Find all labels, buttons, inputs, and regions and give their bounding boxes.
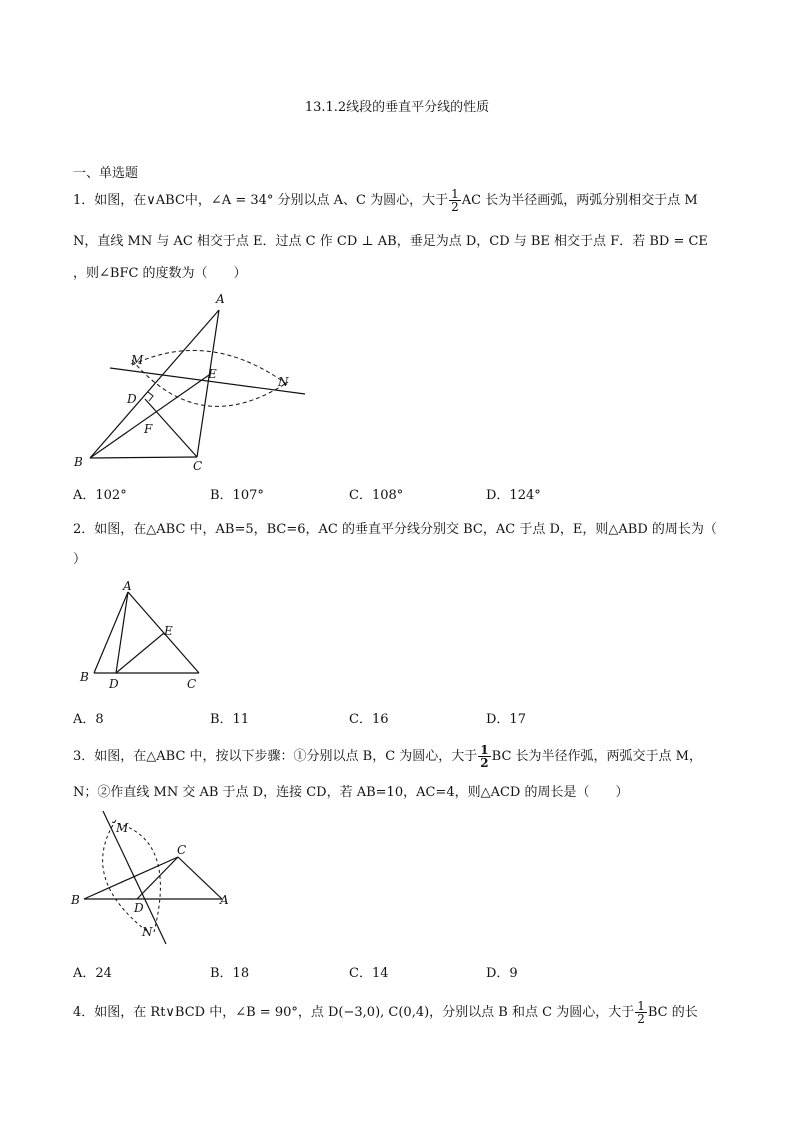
q3-arc-left <box>103 820 148 932</box>
q3-label-a: A <box>220 893 229 907</box>
q1-label-e: E <box>208 367 217 381</box>
q3-figure <box>68 808 243 948</box>
q3-option-b[interactable]: B．18 <box>210 966 250 981</box>
q2-options <box>73 708 633 726</box>
q2-label-a: A <box>123 579 132 593</box>
section-heading: 一、单选题 <box>73 166 139 181</box>
q1-label-n: N <box>278 375 289 389</box>
q3-line-2: N；②作直线 MN 交 AB 于点 D，连接 CD，若 AB=10，AC=4，则△ACD 的周长是（ ） <box>73 785 629 800</box>
q3-option-a[interactable]: A．24 <box>73 966 112 981</box>
q1-label-d: D <box>127 392 137 406</box>
q3-seg-bc <box>84 857 178 899</box>
q2-label-b: B <box>80 670 89 684</box>
q1-frac-num: 1 <box>451 187 459 201</box>
q2-label-c: C <box>187 677 197 690</box>
q2-option-d[interactable]: D．17 <box>486 712 526 727</box>
q1-option-d[interactable]: D．124° <box>486 488 541 503</box>
q4-frac-num: 1 <box>637 999 645 1013</box>
q3-label-m: M <box>116 821 129 835</box>
q1-frac-den: 2 <box>451 200 459 214</box>
q4-frac-den: 2 <box>637 1012 645 1026</box>
q4-fraction <box>635 1000 647 1025</box>
q3-options <box>73 962 633 980</box>
q3-text-a: 3．如图，在△ABC 中，按以下步骤：①分别以点 B，C 为圆心，大于 <box>73 749 478 764</box>
q3-frac-num: 1 <box>480 743 489 757</box>
q1-line-3: ，则∠BFC 的度数为（ ） <box>73 266 247 281</box>
q3-label-b: B <box>71 893 80 907</box>
q2-option-c[interactable]: C．16 <box>349 712 389 727</box>
q3-label-c: C <box>177 843 187 857</box>
q1-line-1 <box>73 188 698 213</box>
page-title: 13.1.2线段的垂直平分线的性质 <box>304 100 490 115</box>
q4-line-1 <box>73 1000 698 1025</box>
q1-figure <box>70 290 320 475</box>
q2-line-1: 2．如图，在△ABC 中，AB=5，BC=6，AC 的垂直平分线分别交 BC，AC 于点 D，E，则△ABD 的周长为（ <box>73 522 717 537</box>
q2-seg-de <box>116 633 164 673</box>
q1-label-c: C <box>193 459 203 473</box>
q3-seg-ca <box>178 857 222 899</box>
q1-label-f: F <box>144 422 153 436</box>
q3-seg-dc <box>137 857 178 899</box>
q1-label-m: M <box>131 353 144 367</box>
q1-option-c[interactable]: C．108° <box>349 488 404 503</box>
q2-seg-ab <box>94 592 128 673</box>
q1-line-2: N，直线 MN 与 AC 相交于点 E．过点 C 作 CD ⊥ AB，垂足为点 D，CD 与 BE 相交于点 F．若 BD = CE <box>73 234 708 249</box>
q1-right-angle-mark <box>148 392 153 401</box>
q3-line-1 <box>73 744 702 769</box>
q3-label-n: N <box>142 925 153 939</box>
q4-text-b: BC 的长 <box>647 1005 698 1020</box>
q3-label-d: D <box>134 901 144 915</box>
q1-seg-bc <box>90 457 197 458</box>
q2-option-a[interactable]: A．8 <box>73 712 104 727</box>
q1-label-a: A <box>216 292 225 306</box>
q1-label-b: B <box>74 455 83 469</box>
q3-text-b: BC 长为半径作弧，两弧交于点 M， <box>491 749 702 764</box>
q3-option-c[interactable]: C．14 <box>349 966 389 981</box>
q1-text-b: AC 长为半径画弧，两弧分别相交于点 M <box>461 193 698 208</box>
q1-fraction <box>449 188 461 213</box>
q3-frac-den: 2 <box>480 756 489 770</box>
q1-option-b[interactable]: B．107° <box>210 488 264 503</box>
q2-label-d: D <box>109 677 119 690</box>
q1-options <box>73 484 633 502</box>
q2-figure <box>75 578 210 690</box>
q1-option-a[interactable]: A．102° <box>73 488 127 503</box>
q2-line-2: ） <box>73 552 87 567</box>
q1-seg-be <box>90 375 209 458</box>
q3-fraction <box>478 744 490 769</box>
q3-option-d[interactable]: D．9 <box>486 966 518 981</box>
q1-text-a: 1．如图，在∨ABC中，∠A = 34° 分别以点 A、C 为圆心，大于 <box>73 193 449 208</box>
q2-seg-ad <box>116 592 128 673</box>
q1-seg-cd <box>145 399 197 457</box>
q2-label-e: E <box>164 624 173 638</box>
q2-option-b[interactable]: B．11 <box>210 712 250 727</box>
q4-text-a: 4．如图，在 Rt∨BCD 中，∠B = 90°，点 D(−3,0), C(0,4)，分别以点 B 和点 C 为圆心，大于 <box>73 1005 635 1020</box>
